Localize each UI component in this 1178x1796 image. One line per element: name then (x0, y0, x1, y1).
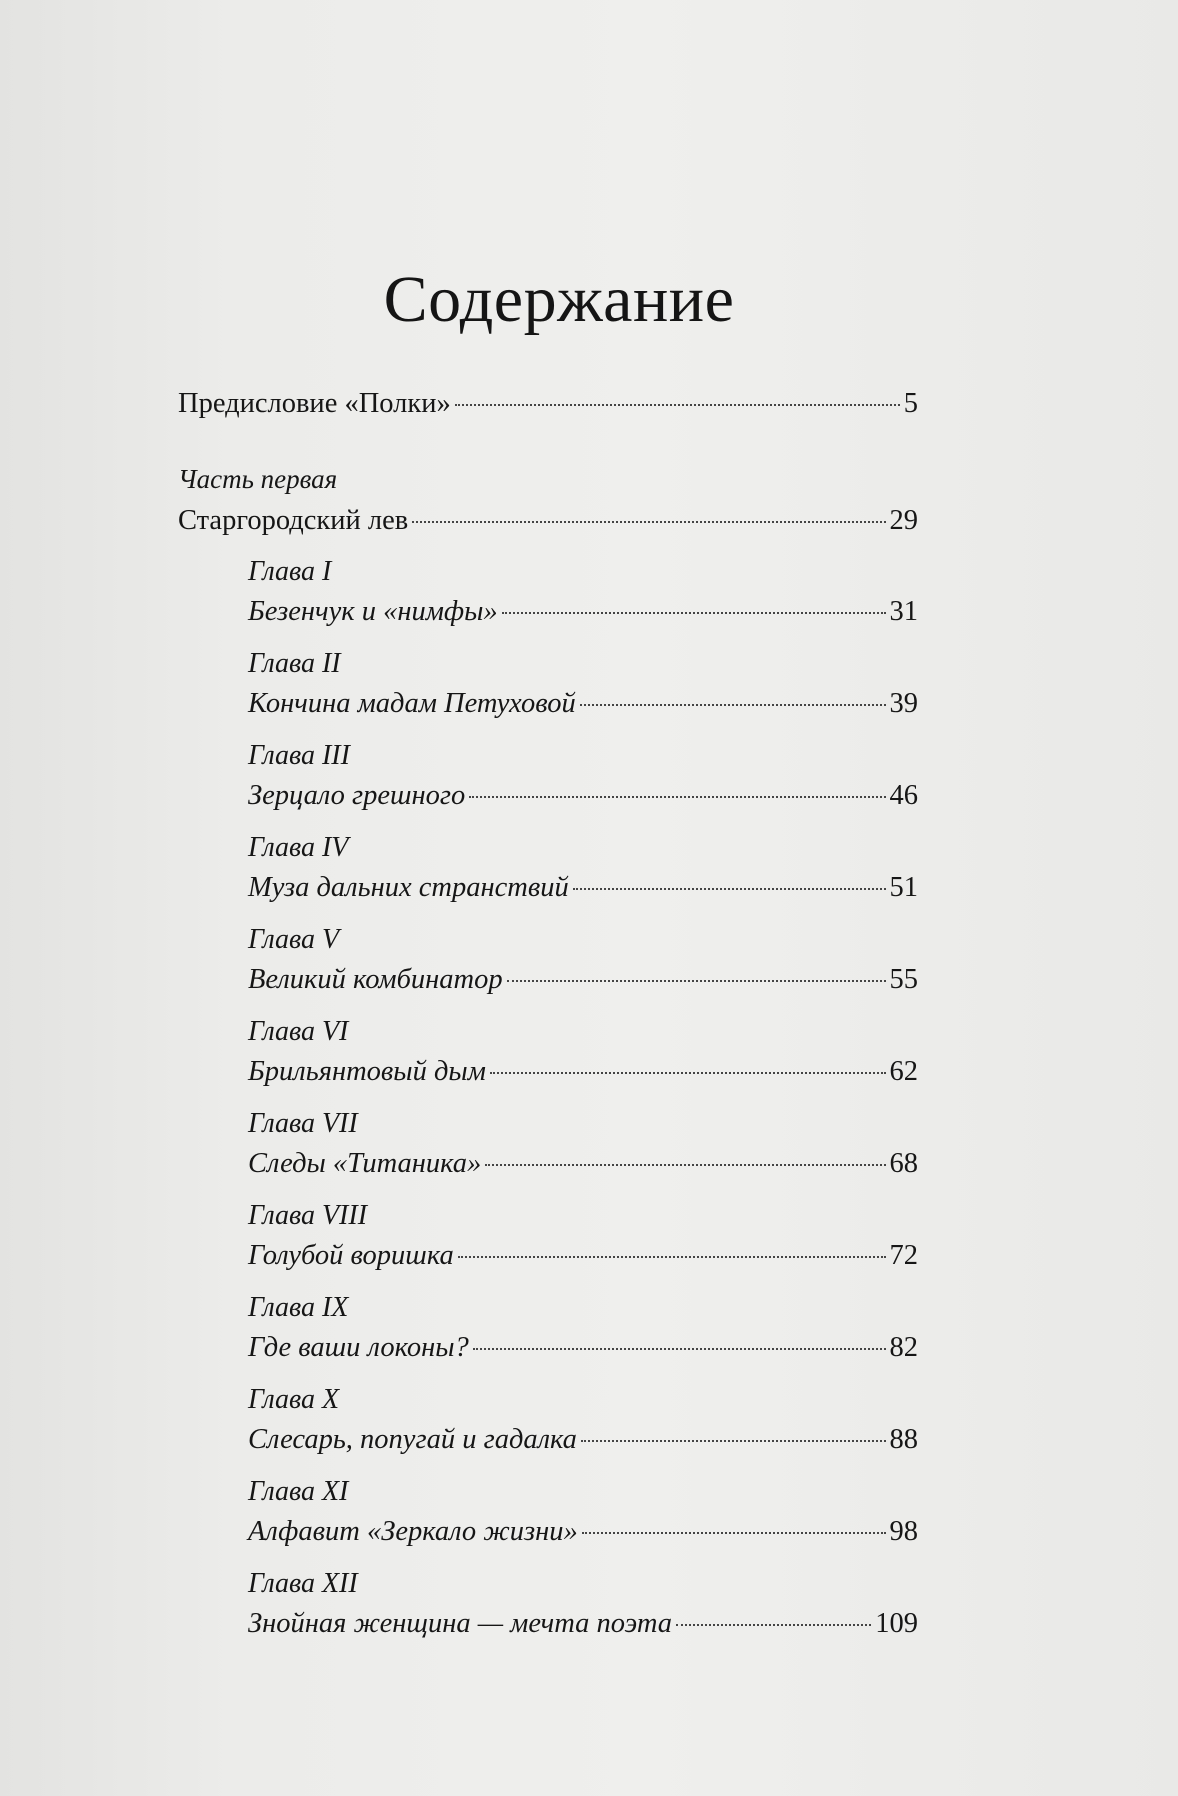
toc-entry-label: Великий комбинатор (248, 964, 503, 995)
chapter-number: Глава II (248, 648, 341, 679)
toc-entry-label: Где ваши локоны? (248, 1332, 469, 1363)
toc-entry-chapter (248, 1424, 918, 1468)
dot-leader (469, 796, 885, 798)
chapter-number: Глава VIII (248, 1200, 368, 1231)
toc-entry-page: 51 (889, 872, 918, 903)
toc-entry-label: Брильянтовый дым (248, 1056, 486, 1087)
toc-entry-label: Муза дальних странствий (248, 872, 569, 903)
toc-entry-page: 109 (875, 1608, 918, 1639)
chapter-number: Глава V (248, 924, 340, 955)
toc-entry-chapter (248, 596, 918, 640)
dot-leader (580, 704, 886, 706)
toc-entry-part (178, 505, 918, 549)
toc-entry-page: 29 (889, 505, 918, 536)
dot-leader (490, 1072, 886, 1074)
dot-leader (455, 404, 900, 406)
chapter-number: Глава VII (248, 1108, 358, 1139)
toc-entry-label: Знойная женщина — мечта поэта (248, 1608, 673, 1639)
dot-leader (573, 888, 886, 890)
dot-leader (485, 1164, 885, 1166)
toc-entry-page: 39 (889, 688, 918, 719)
chapter-number: Глава VI (248, 1016, 349, 1047)
toc-entry-label: Старгородский лев (178, 505, 409, 536)
toc-entry-chapter (248, 1056, 918, 1100)
toc-entry-page: 72 (889, 1240, 918, 1271)
toc-entry-page: 82 (889, 1332, 918, 1363)
chapter-number: Глава IX (248, 1292, 349, 1323)
toc-entry-chapter (248, 780, 918, 824)
toc-entry-page: 5 (903, 388, 918, 419)
toc-entry-chapter (248, 1332, 918, 1376)
chapter-number: Глава III (248, 740, 350, 771)
toc-entry-preface (178, 388, 918, 432)
toc-entry-page: 98 (889, 1516, 918, 1547)
toc-entry-page: 46 (889, 780, 918, 811)
toc-entry-chapter (248, 688, 918, 732)
toc-entry-page: 31 (889, 596, 918, 627)
toc-entry-chapter (248, 872, 918, 916)
toc-entry-chapter (248, 1608, 918, 1652)
dot-leader (676, 1624, 871, 1626)
toc-entry-chapter (248, 1516, 918, 1560)
dot-leader (473, 1348, 886, 1350)
part-label: Часть первая (178, 464, 338, 494)
toc-entry-page: 62 (889, 1056, 918, 1087)
toc-entry-chapter (248, 964, 918, 1008)
dot-leader (458, 1256, 886, 1258)
chapter-number: Глава XII (248, 1568, 358, 1599)
toc-entry-label: Алфавит «Зеркало жизни» (248, 1516, 578, 1547)
toc-entry-label: Следы «Титаника» (248, 1148, 482, 1179)
toc-entry-label: Кончина мадам Петуховой (248, 688, 576, 719)
toc-entry-page: 55 (889, 964, 918, 995)
toc-entry-chapter (248, 1240, 918, 1284)
toc-entry-label: Слесарь, попугай и гадалка (248, 1424, 577, 1455)
toc-entry-chapter (248, 1148, 918, 1192)
page-title: Содержание (383, 263, 735, 337)
chapter-number: Глава I (248, 556, 332, 587)
toc-entry-page: 88 (889, 1424, 918, 1455)
toc-entry-label: Безенчук и «нимфы» (248, 596, 498, 627)
chapter-number: Глава IV (248, 832, 349, 863)
chapter-number: Глава XI (248, 1476, 349, 1507)
toc-entry-label: Голубой воришка (248, 1240, 454, 1271)
dot-leader (581, 1440, 886, 1442)
dot-leader (507, 980, 886, 982)
dot-leader (582, 1532, 886, 1534)
dot-leader (502, 612, 886, 614)
dot-leader (412, 521, 885, 523)
toc-entry-label: Предисловие «Полки» (178, 388, 451, 419)
toc-entry-label: Зерцало грешного (248, 780, 466, 811)
toc-entry-page: 68 (889, 1148, 918, 1179)
chapter-number: Глава X (248, 1384, 340, 1415)
